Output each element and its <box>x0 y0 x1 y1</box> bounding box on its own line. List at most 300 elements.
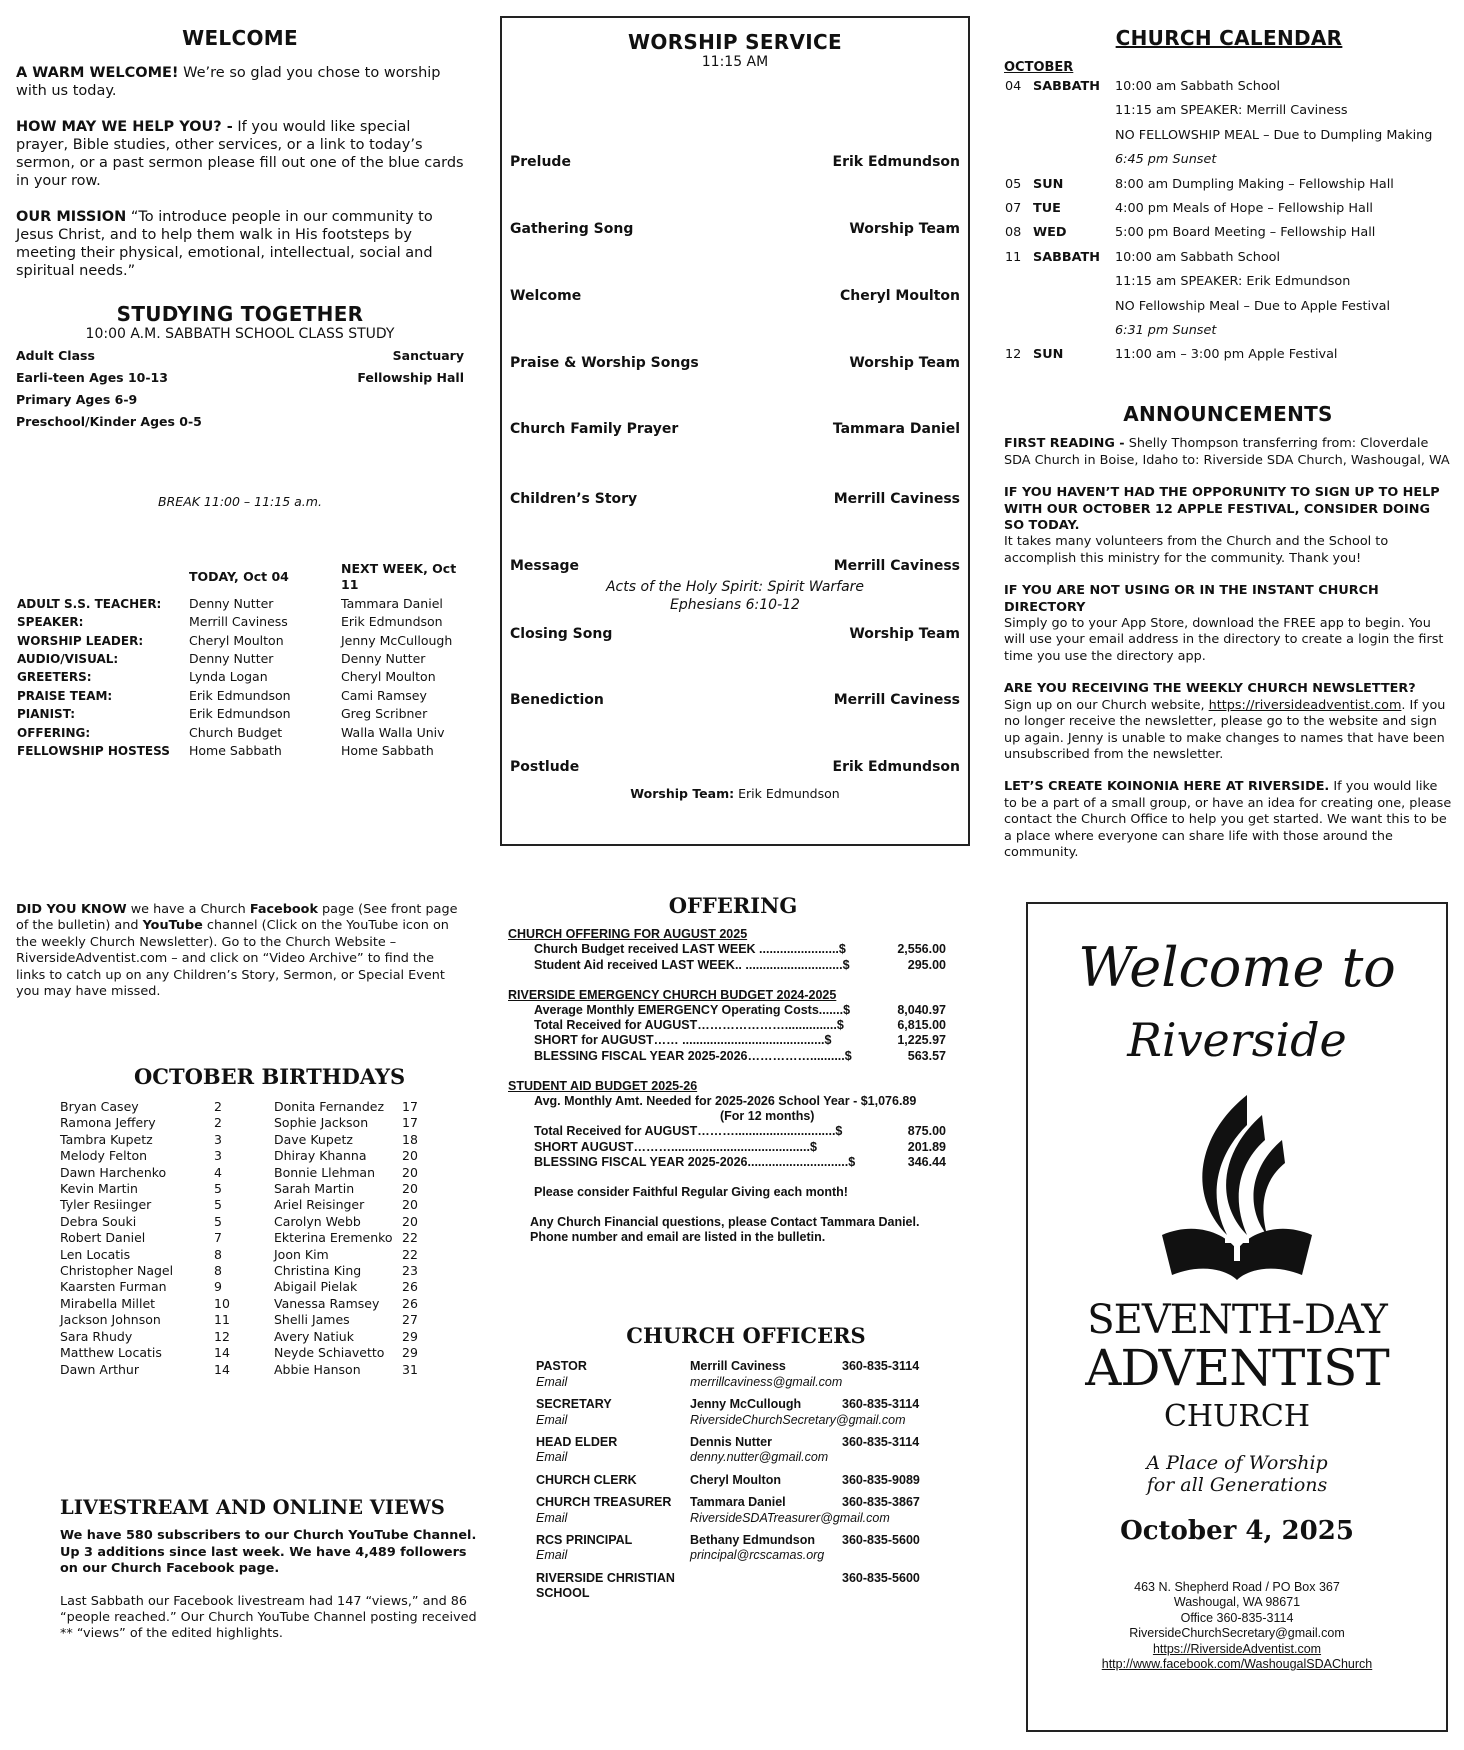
student-aid-average: Avg. Monthly Amt. Needed for 2025-2026 School Year - $1,076.89 <box>534 1094 917 1109</box>
duty-next: Home Sabbath <box>341 743 434 759</box>
officer-name: Tammara Daniel <box>690 1495 786 1510</box>
calendar-event: 11:15 am SPEAKER: Merrill Caviness <box>1115 103 1348 119</box>
birthday-row <box>274 1148 434 1164</box>
calendar-day: WED <box>1033 225 1067 241</box>
offering-line-amount: 8,040.97 <box>897 1003 946 1018</box>
duty-today: Cheryl Moulton <box>189 632 284 648</box>
calendar-date <box>1004 295 1032 319</box>
worship-item-name: Postlude <box>510 759 580 775</box>
birthday-day: 9 <box>214 1279 222 1295</box>
calendar-day <box>1032 270 1114 294</box>
birthday-name: Christopher Nagel <box>60 1263 174 1279</box>
birthday-row <box>274 1362 434 1378</box>
worship-item-name: Praise & Worship Songs <box>510 355 699 371</box>
duties-role-header <box>16 560 188 595</box>
calendar-day <box>1032 295 1114 319</box>
calendar-event: NO FELLOWSHIP MEAL – Due to Dumpling Making <box>1115 127 1433 143</box>
welcome-text: We’re so glad you chose to worship with us today. <box>16 65 441 99</box>
worship-item-name: Prelude <box>510 154 571 170</box>
offering-line-amount: 875.00 <box>907 1124 946 1139</box>
birthday-row <box>60 1230 274 1246</box>
worship-order-item <box>510 154 960 170</box>
did-you-know-text: page (See front page of the bulletin) and <box>16 902 458 934</box>
birthday-row <box>274 1296 434 1312</box>
officer-email-row <box>536 1511 956 1526</box>
birthday-row <box>274 1345 434 1361</box>
offering-august-heading: CHURCH OFFERING FOR AUGUST 2025 <box>508 927 748 942</box>
birthday-day: 22 <box>402 1246 418 1262</box>
duty-role: WORSHIP LEADER: <box>17 633 144 648</box>
worship-item-leader: Erik Edmundson <box>832 759 960 775</box>
birthday-day: 20 <box>402 1213 418 1229</box>
officer-row <box>536 1397 956 1412</box>
duties-table <box>16 560 466 760</box>
welcome-paragraph <box>16 64 464 100</box>
birthday-row <box>60 1345 274 1361</box>
birthday-day: 20 <box>402 1181 418 1197</box>
announcement-lead: LET’S CREATE KOINONIA HERE AT RIVERSIDE. <box>1004 779 1330 795</box>
class-row <box>16 392 464 408</box>
officer-name: Merrill Caviness <box>690 1359 786 1374</box>
duty-today: Denny Nutter <box>189 595 274 611</box>
officer-phone: 360-835-5600 <box>842 1570 920 1585</box>
birthday-day: 12 <box>214 1328 230 1344</box>
officer-entry <box>536 1359 956 1390</box>
calendar-date: 07 <box>1005 200 1022 216</box>
birthday-day: 8 <box>214 1263 222 1279</box>
duty-today: Church Budget <box>189 724 283 740</box>
offering-line <box>508 1124 958 1139</box>
birthday-row <box>274 1263 434 1279</box>
calendar-event: 10:00 am Sabbath School <box>1115 78 1281 94</box>
birthday-name: Vanessa Ramsey <box>274 1295 380 1311</box>
offering-line <box>508 1033 958 1048</box>
duty-row <box>16 613 466 631</box>
calendar-row <box>1004 197 1433 221</box>
officer-email[interactable]: RiversideSDATreasurer@gmail.com <box>690 1510 890 1525</box>
class-name: Preschool/Kinder Ages 0-5 <box>16 414 202 429</box>
offering-line <box>508 1140 958 1155</box>
birthday-name: Dawn Harchenko <box>60 1164 167 1180</box>
birthday-row <box>60 1099 274 1115</box>
officer-role: CHURCH TREASURER <box>536 1495 672 1510</box>
calendar-event: NO Fellowship Meal – Due to Apple Festival <box>1115 298 1391 314</box>
offering-line-label: Total Received for AUGUST……….............................$ <box>534 1124 843 1139</box>
worship-item-leader: Cheryl Moulton <box>839 288 960 304</box>
duty-row <box>16 687 466 705</box>
duty-role: SPEAKER: <box>17 615 84 630</box>
birthday-row <box>274 1115 434 1131</box>
class-row <box>16 414 464 430</box>
message-scripture: Ephesians 6:10-12 <box>670 597 800 613</box>
announcement-lead: IF YOU ARE NOT USING OR IN THE INSTANT CHURCH DIRECTORY <box>1004 583 1379 615</box>
officer-phone: 360-835-3114 <box>842 1359 920 1374</box>
calendar-day <box>1032 148 1114 172</box>
birthday-row <box>274 1312 434 1328</box>
worship-item-leader: Tammara Daniel <box>832 421 960 437</box>
birthdays-right-list <box>274 1099 434 1378</box>
birthday-day: 14 <box>214 1361 230 1377</box>
birthday-row <box>274 1329 434 1345</box>
calendar-row <box>1004 319 1433 343</box>
calendar-day: TUE <box>1033 200 1061 216</box>
officer-phone: 360-835-3867 <box>842 1495 920 1510</box>
worship-order-item <box>510 558 960 574</box>
cover-website-link[interactable]: https://RiversideAdventist.com <box>1152 1641 1322 1656</box>
birthday-row <box>274 1214 434 1230</box>
officer-row <box>536 1571 956 1602</box>
cover-riverside-line: Riverside <box>1127 1013 1347 1067</box>
birthday-name: Ekterina Eremenko <box>274 1230 393 1246</box>
offering-line-label: BLESSING FISCAL YEAR 2025-2026.............................$ <box>534 1154 856 1169</box>
officer-name: Jenny McCullough <box>690 1397 802 1412</box>
calendar-date: 08 <box>1005 225 1022 241</box>
officer-entry <box>536 1533 956 1564</box>
birthday-row <box>60 1312 274 1328</box>
cover-address <box>1028 1580 1446 1672</box>
duty-role: AUDIO/VISUAL: <box>17 652 119 667</box>
studying-section <box>16 302 464 509</box>
worship-item-leader: Worship Team <box>849 221 960 237</box>
birthday-name: Ramona Jeffery <box>60 1115 156 1131</box>
birthday-row <box>60 1329 274 1345</box>
calendar-title: CHURCH CALENDAR <box>1115 26 1343 50</box>
calendar-day <box>1032 124 1114 148</box>
worship-order-item <box>510 759 960 775</box>
birthday-name: Dhiray Khanna <box>274 1148 367 1164</box>
calendar-date <box>1004 148 1032 172</box>
birthday-name: Matthew Locatis <box>60 1345 162 1361</box>
studying-subtitle: 10:00 A.M. SABBATH SCHOOL CLASS STUDY <box>85 326 395 342</box>
calendar-event: 11:15 am SPEAKER: Erik Edmundson <box>1115 274 1351 290</box>
mission-lead: OUR MISSION <box>16 209 127 225</box>
worship-item-leader: Merrill Caviness <box>833 558 960 574</box>
birthday-row <box>274 1230 434 1246</box>
offering-august-lines <box>508 942 958 972</box>
officer-email-row <box>536 1413 956 1428</box>
calendar-row <box>1004 221 1433 245</box>
duty-today: Lynda Logan <box>189 669 268 685</box>
announcement-text: Shelly Thompson transferring from: Cloverdale SDA Church in Boise, Idaho to: Riverside SDA Church, Washougal, WA <box>1004 436 1450 468</box>
announcement-text: Sign up on our Church website, <box>1004 697 1209 713</box>
calendar-date <box>1004 270 1032 294</box>
worship-item-name: Welcome <box>510 288 582 304</box>
birthday-day: 5 <box>214 1197 222 1213</box>
calendar-event: 6:45 pm Sunset <box>1115 152 1217 168</box>
emergency-budget-heading: RIVERSIDE EMERGENCY CHURCH BUDGET 2024-2025 <box>508 987 837 1002</box>
class-list <box>16 348 464 430</box>
duty-role: FELLOWSHIP HOSTESS <box>17 744 170 759</box>
livestream-title: LIVESTREAM AND ONLINE VIEWS <box>60 1496 445 1519</box>
calendar-event: 4:00 pm Meals of Hope – Fellowship Hall <box>1115 200 1373 216</box>
officer-email-label: Email <box>536 1510 568 1525</box>
offering-line <box>508 1018 958 1033</box>
class-name: Primary Ages 6-9 <box>16 392 138 407</box>
birthday-day: 10 <box>214 1295 230 1311</box>
adventist-logo-icon <box>1137 1085 1337 1285</box>
duties-today-header: TODAY, Oct 04 <box>189 569 289 585</box>
birthday-name: Abigail Pielak <box>274 1279 358 1295</box>
birthday-name: Robert Daniel <box>60 1230 146 1246</box>
birthday-row <box>60 1165 274 1181</box>
worship-item-leader: Worship Team <box>849 626 960 642</box>
birthday-name: Ariel Reisinger <box>274 1197 365 1213</box>
worship-title: WORSHIP SERVICE <box>628 30 842 54</box>
help-paragraph <box>16 118 464 190</box>
worship-order-item <box>510 355 960 371</box>
website-link[interactable]: https://riversideadventist.com <box>1208 697 1402 713</box>
officer-entry <box>536 1397 956 1428</box>
birthday-day: 26 <box>402 1295 418 1311</box>
announcement-newsletter <box>1004 681 1452 763</box>
birthday-row <box>60 1214 274 1230</box>
officer-role: RCS PRINCIPAL <box>536 1533 633 1548</box>
officer-email[interactable]: denny.nutter@gmail.com <box>690 1450 829 1465</box>
offering-line-label: Church Budget received LAST WEEK .......................$ <box>534 942 846 957</box>
cover-welcome-line: Welcome to <box>1078 936 1396 999</box>
birthday-row <box>60 1181 274 1197</box>
officer-name <box>690 1571 842 1602</box>
birthday-day: 5 <box>214 1213 222 1229</box>
officer-entry <box>536 1495 956 1526</box>
birthday-day: 29 <box>402 1328 418 1344</box>
announcement-directory <box>1004 583 1452 665</box>
officer-row <box>536 1533 956 1548</box>
officer-email-row <box>536 1450 956 1465</box>
offering-contact-note: Any Church Financial questions, please Contact Tammara Daniel. Phone number and email are listed in the bulletin. <box>530 1215 920 1245</box>
emergency-budget-lines <box>508 1003 958 1064</box>
officer-email-label: Email <box>536 1450 568 1465</box>
logo-flame <box>1253 1140 1285 1235</box>
officer-role: RIVERSIDE CHRISTIAN SCHOOL <box>536 1570 675 1601</box>
class-room: Sanctuary <box>392 348 464 363</box>
officer-phone: 360-835-9089 <box>842 1472 920 1487</box>
offering-giving-note: Please consider Faithful Regular Giving each month! <box>534 1185 848 1200</box>
calendar-date: 12 <box>1005 347 1022 363</box>
birthday-name: Sara Rhudy <box>60 1328 133 1344</box>
break-note: BREAK 11:00 – 11:15 a.m. <box>158 494 322 509</box>
facebook-word: Facebook <box>249 902 318 917</box>
officer-entry <box>536 1435 956 1466</box>
officer-role: HEAD ELDER <box>536 1435 618 1450</box>
calendar-day: SUN <box>1033 176 1064 192</box>
birthday-name: Melody Felton <box>60 1148 148 1164</box>
birthday-name: Kevin Martin <box>60 1181 138 1197</box>
duty-next: Tammara Daniel <box>341 595 443 611</box>
calendar-row <box>1004 295 1433 319</box>
announcement-apple-festival <box>1004 485 1452 567</box>
birthday-name: Kaarsten Furman <box>60 1279 167 1295</box>
duty-today: Erik Edmundson <box>189 687 291 703</box>
duty-next: Walla Walla Univ <box>341 724 445 740</box>
calendar-day: SABBATH <box>1033 78 1100 94</box>
worship-item-name: Message <box>510 558 580 574</box>
cover-facebook-link[interactable]: http://www.facebook.com/WashougalSDAChurch <box>1101 1657 1373 1672</box>
officer-row <box>536 1435 956 1450</box>
officer-email[interactable]: RiversideChurchSecretary@gmail.com <box>690 1412 906 1427</box>
worship-order-item <box>510 491 960 507</box>
brand-church: CHURCH <box>1163 1399 1311 1434</box>
calendar-day <box>1032 319 1114 343</box>
birthdays-section <box>60 1064 440 1378</box>
birthday-row <box>60 1197 274 1213</box>
officer-row <box>536 1473 956 1488</box>
class-name: Adult Class <box>16 348 95 363</box>
officers-title: CHURCH OFFICERS <box>626 1323 866 1348</box>
worship-item-leader: Merrill Caviness <box>833 491 960 507</box>
worship-item-name: Church Family Prayer <box>510 421 679 437</box>
calendar-day: SUN <box>1033 347 1064 363</box>
class-room: Fellowship Hall <box>357 370 464 385</box>
message-title: Acts of the Holy Spirit: Spirit Warfare <box>605 579 865 595</box>
officer-phone: 360-835-3114 <box>842 1397 920 1412</box>
birthday-day: 27 <box>402 1312 418 1328</box>
duty-role: ADULT S.S. TEACHER: <box>17 596 162 611</box>
officer-role: CHURCH CLERK <box>536 1472 637 1487</box>
cover-panel <box>1026 902 1448 1732</box>
announcement-lead: FIRST READING - <box>1004 436 1125 452</box>
calendar-event: 10:00 am Sabbath School <box>1115 249 1281 265</box>
worship-order-item <box>510 421 960 437</box>
announcement-text: Simply go to your App Store, download the FREE app to begin. You will use your email address in the directory to create a login the first time you use the directory app. <box>1004 616 1444 664</box>
birthday-day: 5 <box>214 1181 222 1197</box>
officer-email-row <box>536 1548 956 1563</box>
calendar-row <box>1004 173 1433 197</box>
student-aid-heading: STUDENT AID BUDGET 2025-26 <box>508 1078 698 1093</box>
duty-today: Merrill Caviness <box>189 614 288 630</box>
birthday-day: 26 <box>402 1279 418 1295</box>
birthdays-title: OCTOBER BIRTHDAYS <box>134 1064 406 1089</box>
did-you-know-text: channel (Click on the YouTube icon on the weekly Church Newsletter). Go to the Church Website – RiversideAdventist.com – and click on “Video Archive” to find the links to catch up on any Children’s Story, Sermon, or Special Event you may have missed. <box>16 918 449 1000</box>
offering-line-label: Total Received for AUGUST…………………...............$ <box>534 1018 844 1033</box>
offering-line-amount: 295.00 <box>907 957 946 972</box>
birthday-name: Len Locatis <box>60 1246 131 1262</box>
birthday-day: 31 <box>402 1361 418 1377</box>
duty-today: Home Sabbath <box>189 743 282 759</box>
student-aid-months: (For 12 months) <box>720 1109 815 1124</box>
worship-order-item <box>510 221 960 237</box>
calendar-date <box>1004 124 1032 148</box>
birthday-row <box>274 1099 434 1115</box>
officer-entry <box>536 1571 956 1602</box>
announcement-text: It takes many volunteers from the Church and the School to accomplish this ministry for the community. Thank you! <box>1004 534 1389 566</box>
birthday-row <box>60 1263 274 1279</box>
offering-line-label: BLESSING FISCAL YEAR 2025-2026……………..........$ <box>534 1048 852 1063</box>
did-you-know-section <box>16 902 464 1000</box>
duty-role: GREETERS: <box>17 670 92 685</box>
announcement-koinonia <box>1004 779 1452 861</box>
calendar-row <box>1004 270 1433 294</box>
birthday-name: Avery Natiuk <box>274 1328 354 1344</box>
duty-next: Jenny McCullough <box>341 632 453 648</box>
birthday-row <box>274 1181 434 1197</box>
duty-next: Greg Scribner <box>341 706 428 722</box>
birthday-day: 22 <box>402 1230 418 1246</box>
officer-email-label: Email <box>536 1548 568 1563</box>
brand-seventh-day: SEVENTH-DAY <box>1087 1297 1387 1343</box>
calendar-row <box>1004 75 1433 99</box>
cover-address-line: Washougal, WA 98671 <box>1173 1595 1301 1610</box>
brand-adventist: ADVENTIST <box>1085 1339 1389 1397</box>
officer-entry <box>536 1473 956 1488</box>
birthday-row <box>60 1296 274 1312</box>
cover-address-line: 463 N. Shepherd Road / PO Box 367 <box>1134 1580 1340 1594</box>
studying-title: STUDYING TOGETHER <box>116 302 364 326</box>
offering-line <box>508 1003 958 1018</box>
birthday-row <box>274 1247 434 1263</box>
birthday-name: Dave Kupetz <box>274 1131 353 1147</box>
class-name: Earli-teen Ages 10-13 <box>16 370 168 385</box>
duty-today: Erik Edmundson <box>189 706 291 722</box>
birthday-row <box>274 1132 434 1148</box>
student-aid-lines <box>508 1124 958 1170</box>
birthday-name: Bryan Casey <box>60 1099 139 1114</box>
help-lead: HOW MAY WE HELP YOU? - <box>16 119 233 135</box>
worship-item-leader: Erik Edmundson <box>832 154 960 170</box>
youtube-word: YouTube <box>142 918 203 934</box>
cover-email: RiversideChurchSecretary@gmail.com <box>1129 1626 1345 1641</box>
worship-order-item <box>510 288 960 304</box>
duty-next: Cami Ramsey <box>341 687 427 703</box>
birthday-name: Abbie Hanson <box>274 1361 361 1377</box>
birthday-name: Jackson Johnson <box>60 1312 161 1328</box>
officer-phone: 360-835-5600 <box>842 1533 920 1548</box>
officer-email[interactable]: merrillcaviness@gmail.com <box>690 1374 843 1389</box>
birthday-name: Sarah Martin <box>274 1181 355 1197</box>
announcement-lead: IF YOU HAVEN’T HAD THE OPPORUNITY TO SIGN UP TO HELP WITH OUR OCTOBER 12 APPLE FESTIVAL, CONSIDER DOING SO TODAY. <box>1004 485 1440 534</box>
duty-today: Denny Nutter <box>189 651 274 667</box>
cover-tagline-1: A Place of Worship <box>1146 1452 1328 1474</box>
worship-team-name: Erik Edmundson <box>734 786 840 801</box>
officer-name: Dennis Nutter <box>690 1435 772 1450</box>
officer-email[interactable]: principal@rcscamas.org <box>690 1548 825 1563</box>
worship-order-item <box>510 626 960 642</box>
cover-office-phone: Office 360-835-3114 <box>1180 1610 1294 1625</box>
class-row <box>16 348 464 364</box>
duty-role: PRAISE TEAM: <box>17 688 113 703</box>
birthday-day: 18 <box>402 1131 418 1147</box>
welcome-section <box>16 26 464 298</box>
birthday-name: Donita Fernandez <box>274 1099 385 1114</box>
officer-role: SECRETARY <box>536 1397 612 1412</box>
birthday-day: 20 <box>402 1197 418 1213</box>
offering-line-label: SHORT for AUGUST…… .........................................$ <box>534 1033 832 1048</box>
birthday-name: Joon Kim <box>274 1246 329 1262</box>
worship-service-box <box>500 16 970 846</box>
birthday-day: 4 <box>214 1164 222 1180</box>
birthday-name: Tyler Resiinger <box>60 1197 152 1213</box>
duty-next: Denny Nutter <box>341 651 426 667</box>
birthday-day: 17 <box>402 1099 418 1114</box>
officer-role: PASTOR <box>536 1359 587 1374</box>
birthday-day: 23 <box>402 1263 418 1279</box>
birthday-name: Bonnie Llehman <box>274 1164 376 1180</box>
offering-line-amount: 201.89 <box>907 1139 946 1154</box>
duties-next-header: NEXT WEEK, Oct 11 <box>341 561 457 593</box>
worship-item-name: Gathering Song <box>510 221 634 237</box>
worship-team-credit <box>502 786 968 801</box>
calendar-day: SABBATH <box>1033 249 1100 265</box>
offering-line-label: Student Aid received LAST WEEK.. ............................$ <box>534 957 850 972</box>
birthday-day: 3 <box>214 1148 222 1164</box>
officer-phone: 360-835-3114 <box>842 1435 920 1450</box>
calendar-event: 11:00 am – 3:00 pm Apple Festival <box>1115 347 1338 363</box>
calendar-day <box>1032 99 1114 123</box>
worship-item-leader: Worship Team <box>849 355 960 371</box>
birthday-row <box>274 1197 434 1213</box>
birthday-row <box>60 1362 274 1378</box>
birthday-row <box>60 1247 274 1263</box>
